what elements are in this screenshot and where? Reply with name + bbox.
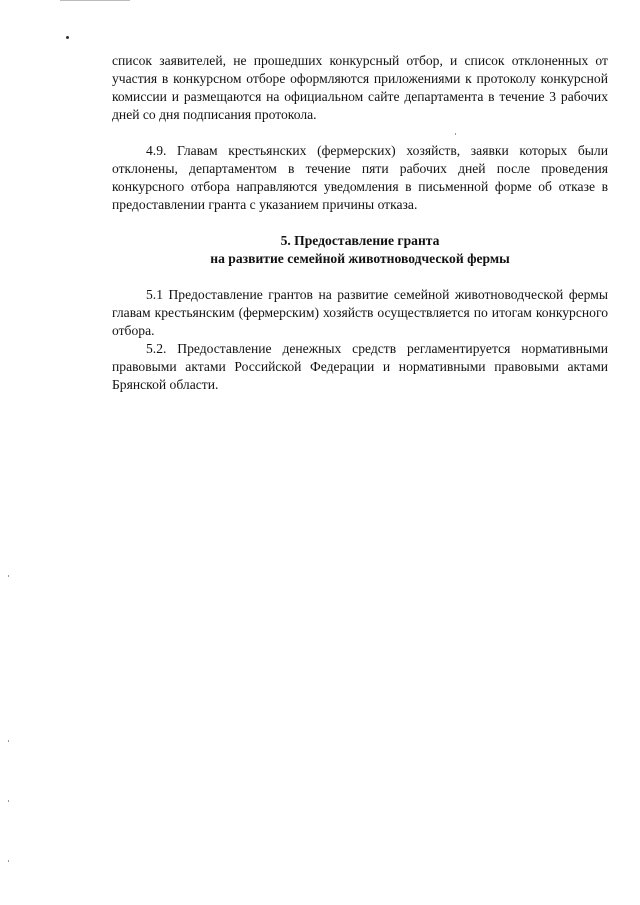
scan-speck — [8, 740, 9, 742]
scan-speck — [8, 800, 9, 802]
paragraph-intro: список заявителей, не прошедших конкурсный отбор, и список отклоненных от участия в конкурсном отборе оформляются приложениями к протоколу конкурсной комиссии и размещаются на официальном сайте департамента в течение 3 рабочих дней со дня подписания протокола. — [112, 53, 608, 122]
scan-dot-mark — [66, 36, 69, 39]
paragraph-5-1: 5.1 Предоставление грантов на развитие семейной животноводческой фермы главам крестьянским (фермерским) хозяйств осуществляется по итогам конкурсного отбора. — [112, 287, 608, 338]
document-page — [112, 52, 608, 394]
scan-speck — [8, 860, 9, 862]
scan-top-rule — [60, 0, 130, 1]
section-5-heading — [112, 232, 608, 268]
paragraph-5-2: 5.2. Предоставление денежных средств регламентируется нормативными правовыми актами Российской Федерации и нормативными правовыми актами Брянской области. — [112, 341, 608, 392]
section-5-title-line1: 5. Предоставление гранта — [280, 233, 440, 248]
scan-speck — [8, 575, 9, 577]
section-5-title-line2: на развитие семейной животноводческой фермы — [210, 251, 510, 266]
paragraph-4-9: 4.9. Главам крестьянских (фермерских) хозяйств, заявки которых были отклонены, департаментом в течение пяти рабочих дней после проведения конкурсного отбора направляются уведомления в письменной форме об отказе в предоставлении гранта с указанием причины отказа. — [112, 143, 608, 212]
